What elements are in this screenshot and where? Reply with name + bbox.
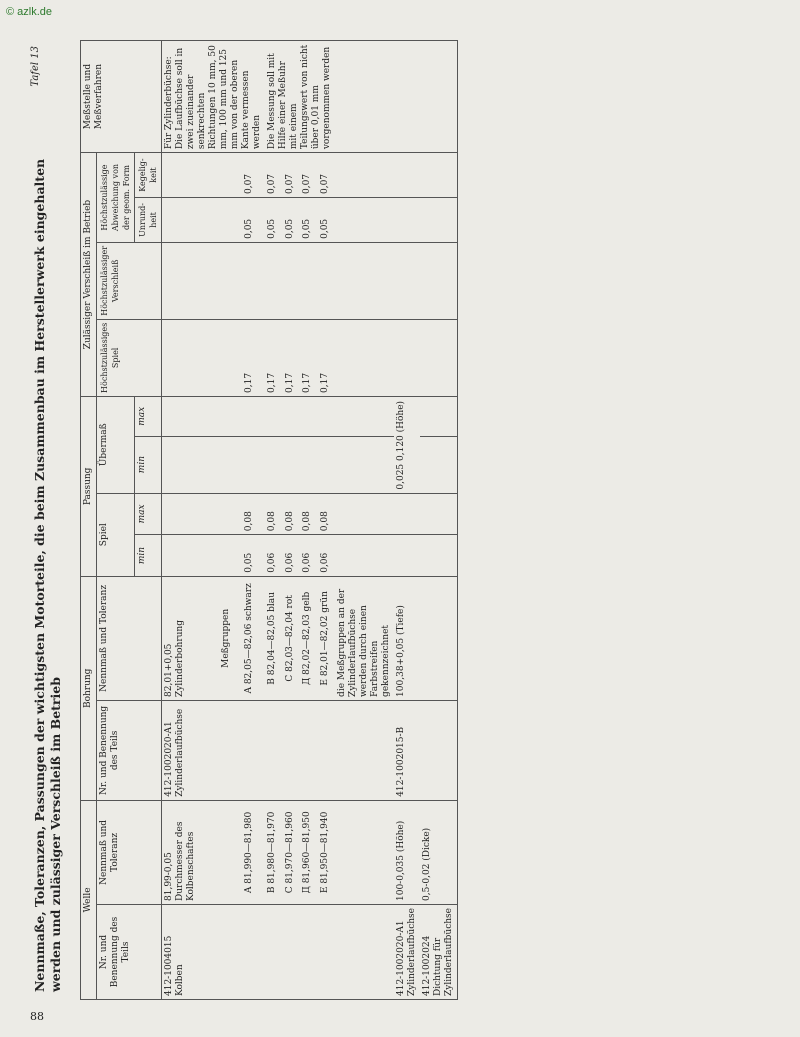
cell-hz-c: 0,17 xyxy=(283,319,301,396)
cell-grp-e-b: E 82,01—82,02 grün xyxy=(318,576,336,700)
cell-hz-d: 0,17 xyxy=(300,319,318,396)
cell-unrund-d: 0,05 xyxy=(300,198,318,243)
cell-grp-d-smin: 0,06 xyxy=(300,535,318,577)
cell-grp-a-smax: 0,08 xyxy=(242,493,265,535)
cell-grp-a-w: A 81,990—81,980 xyxy=(242,800,265,904)
table-row xyxy=(242,41,265,1000)
cell-grp-d-b: Д 82,02—82,03 gelb xyxy=(300,576,318,700)
header-spiel: Spiel xyxy=(97,493,135,576)
header-welle-nenn: Nennmaß und Toleranz xyxy=(97,800,162,904)
table-row xyxy=(318,41,336,1000)
cell-grp-e-w: E 81,950—81,940 xyxy=(318,800,336,904)
header-uebermass: Übermaß xyxy=(97,396,135,493)
page-number: 88 xyxy=(30,1010,44,1023)
cell-mess-2: Die Messung soll mit Hilfe einer Meßuhr mit einem Teilungswert von nicht über 0,01 mm vorgenommen werden xyxy=(265,41,335,153)
header-ueber-max: max xyxy=(135,396,162,436)
table-row xyxy=(335,41,394,1000)
cell-grp-b-smax: 0,08 xyxy=(265,493,283,535)
page-title: Nennmaße, Toleranzen, Passungen der wichtigsten Motorteile, die beim Zusammenbau im Herstellerwerk eingehalten werden und zulässiger Verschleiß im Betrieb xyxy=(32,158,63,992)
cell-hz-e: 0,17 xyxy=(318,319,336,396)
header-welle-nr: Nr. und Benennung des Teils xyxy=(97,905,162,1000)
cell-welle-nenn: 81,99-0,05 Durchmesser des Kolbenschaftes xyxy=(162,800,220,904)
table-row xyxy=(420,41,458,1000)
cell-r2-welle-nenn: 100-0,035 (Höhe) xyxy=(394,800,420,904)
cell-r2-bohr-nenn: 100,38+0,05 (Tiefe) xyxy=(394,576,420,700)
cell-welle-nr: 412-1004015 Kolben xyxy=(162,905,220,1000)
cell-r2-bohr-nr: 412-1002015-B xyxy=(394,700,420,800)
cell-grp-a-b: A 82,05—82,06 schwarz xyxy=(242,576,265,700)
header-unrundheit: Unrund-heit xyxy=(135,198,162,243)
watermark: © azlk.de xyxy=(6,6,53,18)
cell-farbe-note: die Meßgruppen an der Zylinderlaufbüchse werden durch einen Farbstreifen gekennzeichnet xyxy=(335,576,394,700)
cell-kegel-d: 0,07 xyxy=(300,153,318,198)
header-welle: Welle xyxy=(81,800,97,999)
cell-r2-welle-nr: 412-1002020-A1 Zylinderlaufbüchse xyxy=(394,905,420,1000)
tafel-label: Tafel 13 xyxy=(30,46,41,87)
cell-r3-welle-nr: 412-1002024 Dichtung für Zylinderlaufbüchse xyxy=(420,905,458,1000)
cell-grp-c-smin: 0,06 xyxy=(283,535,301,577)
cell-hz-a: 0,17 xyxy=(242,319,265,396)
table-row xyxy=(394,41,420,1000)
header-hz-spiel: Höchstzulässiges Spiel xyxy=(97,319,162,396)
cell-grp-a-smin: 0,05 xyxy=(242,535,265,577)
cell-kegel-c: 0,07 xyxy=(283,153,301,198)
cell-bohr-nenn: 82,01+0,05 Zylinderbohrung xyxy=(162,576,220,700)
rotated-page xyxy=(22,40,782,1000)
cell-grp-d-smax: 0,08 xyxy=(300,493,318,535)
header-kegeligkeit: Kegelig-keit xyxy=(135,153,162,198)
cell-unrund-a: 0,05 xyxy=(242,198,265,243)
header-bohr-nr: Nr. und Benennung des Teils xyxy=(97,700,162,800)
cell-grp-b-b: B 82,04—82,05 blau xyxy=(265,576,283,700)
header-zul-verschleiss: Zulässiger Verschleiß im Betrieb xyxy=(81,153,97,397)
cell-unrund-c: 0,05 xyxy=(283,198,301,243)
cell-grp-e-smax: 0,08 xyxy=(318,493,336,535)
cell-grp-b-w: B 81,980—81,970 xyxy=(265,800,283,904)
header-spiel-min: min xyxy=(135,535,162,577)
header-spiel-max: max xyxy=(135,493,162,535)
cell-unrund-e: 0,05 xyxy=(318,198,336,243)
table-row xyxy=(283,41,301,1000)
cell-hz-b: 0,17 xyxy=(265,319,283,396)
table-row xyxy=(300,41,318,1000)
cell-grp-b-smin: 0,06 xyxy=(265,535,283,577)
cell-bohr-nr: 412-1002020-A1 Zylinderlaufbüchse xyxy=(162,700,220,800)
cell-kegel-a: 0,07 xyxy=(242,153,265,198)
cell-grp-e-smin: 0,06 xyxy=(318,535,336,577)
cell-mess-1: Für Zylinderbüchse: Die Laufbüchse soll in zwei zueinander senkrechten Richtungen 10 mm, 50 mm, 100 mm und 125 mm von der oberen Kante vermessen werden xyxy=(162,41,266,153)
header-ueber-min: min xyxy=(135,436,162,493)
cell-r3-welle-nenn: 0,5-0,02 (Dicke) xyxy=(420,800,458,904)
cell-grp-c-b: C 82,03—82,04 rot xyxy=(283,576,301,700)
header-bohr-nenn: Nennmaß und Toleranz xyxy=(97,576,162,700)
header-hz-abweichung: Höchstzulässige Abweichung von der geom. Form xyxy=(97,153,135,243)
cell-grp-d-w: Д 81,960—81,950 xyxy=(300,800,318,904)
table-row xyxy=(219,41,242,1000)
cell-messgruppen: Meßgruppen xyxy=(219,576,242,700)
header-hz-verschleiss: Höchstzulässiger Verschleiß xyxy=(97,242,162,319)
cell-grp-c-w: C 81,970—81,960 xyxy=(283,800,301,904)
table-row xyxy=(162,41,220,1000)
cell-r2-uebermass: 0,025 0,120 (Höhe) xyxy=(394,396,420,493)
header-messstelle: Meßstelle und Meßverfahren xyxy=(81,41,162,153)
header-bohrung: Bohrung xyxy=(81,576,97,800)
cell-unrund-b: 0,05 xyxy=(265,198,283,243)
cell-kegel-b: 0,07 xyxy=(265,153,283,198)
cell-kegel-e: 0,07 xyxy=(318,153,336,198)
tolerance-table xyxy=(80,40,458,1000)
table-row xyxy=(265,41,283,1000)
cell-grp-c-smax: 0,08 xyxy=(283,493,301,535)
header-passung: Passung xyxy=(81,396,97,576)
